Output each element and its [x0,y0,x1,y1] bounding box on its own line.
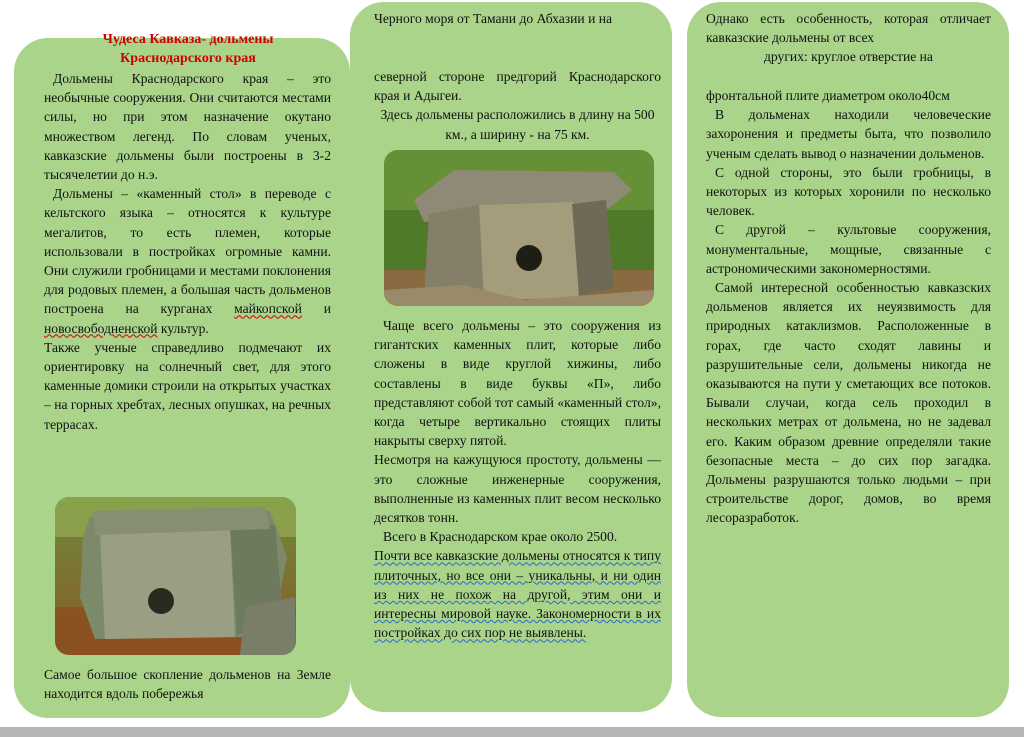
paragraph-feature-cont: других: круглое отверстие на [764,49,933,65]
middle-top-text [374,9,661,28]
and-word: и [301,301,331,317]
paragraph-engineering: Несмотря на кажущуюся простоту, дольмены — это сложные инженерные сооружения, выполненные из каменных плит весом несколько десятков тонн. [374,452,661,526]
page-title [40,30,336,68]
right-text-b [706,86,991,528]
novosvobodnenskaya-word: новосвободненской [44,320,158,336]
maikop-word: майкопской [234,301,302,317]
paragraph-north-side: северной стороне предгорий Краснодарского края и Адыгеи. [374,69,661,104]
paragraph-burials: В дольменах находили человеческие захоронения и предметы быта, что позволило ученым сделать вывод о назначении дольменов. [706,107,991,161]
paragraph-stone-table-text: Дольмены – «каменный стол» в переводе с кельтского языка – относятся к культуре мегалитов, то есть племен, которые использовали в постройках огромные камни. Они служили гробницами и местами поклонения для родовых племен, а большая часть дольменов построена на курганах [44,186,331,317]
paragraph-cult: С другой – культовые сооружения, монументальные, мощные, связанные с астрономическими закономерностями. [706,222,991,276]
middle-text-a [374,67,661,144]
paragraph-stone-table [44,184,331,338]
left-text [44,69,331,434]
title-line-1: Чудеса Кавказа- дольмены [102,32,274,47]
paragraph-giant-slabs: Чаще всего дольмены – это сооружения из гигантских каменных плит, которые либо сложены в виде круглой хижины, либо составлены в виде буквы «П», либо представляют собой тот самый «каменный стол», когда четыре вертикально стоящих плиты накрыты сверху пятой. [374,318,661,449]
paragraph-diameter: фронтальной плите диаметром около40см [706,88,950,103]
paragraph-intro: Дольмены Краснодарского края – это необычные сооружения. Они считаются местами силы, но при этом назначение окутано множеством легенд. По словам ученых, кавказские дольмены были построены в 3-2 тысячелетии до н.э. [44,71,331,183]
title-line-2: Краснодарского края [120,51,256,66]
paragraph-invulnerability: Самой интересной особенностью кавказских дольменов является их неуязвимость для природных катаклизмов. Расположенные в горах, где часто сходят лавины и разрушительные сели, дольмены никогда не оказываются на пути у сметающих все потоков. Бывали случаи, когда сель проходил в нескольких метрах от дольмена, но не задевал его. Каким образом древние определяли такие безопасные места – до сих пор загадка. Дольмены разрушаются только людьми – при строительстве дорог, домов, во время лесоразработок. [706,280,991,526]
paragraph-tombs: С одной стороны, это были гробницы, в некоторых из которых хоронили по несколько человек. [706,164,991,219]
paragraph-length-width: Здесь дольмены расположились в длину на 500 км., а ширину - на 75 км. [380,107,655,142]
paragraph-unique: Почти все кавказские дольмены относятся к типу плиточных, но все они – уникальны, и ни один из них не похож на другой, этим они и интересны мировой науке. Закономерности в их постройках до сих пор не выявлены. [374,548,661,641]
left-bottom-text [44,665,331,703]
paragraph-feature: Однако есть особенность, которая отличает кавказские дольмены от всех [706,11,991,46]
paragraph-largest-cluster: Самое большое скопление дольменов на Земле находится вдоль побережья [44,667,331,702]
paragraph-black-sea: Черного моря от Тамани до Абхазии и на [374,11,613,26]
middle-text-b [374,316,661,642]
dolmen-photo-middle [384,150,654,306]
paragraph-orientation: Также ученые справедливо подмечают их ориентировку на солнечный свет, для этого каменные домики строили на открытых участках – на горных хребтах, лесных опушках, на речных террасах. [44,339,332,432]
cultures-word: культур. [157,320,209,336]
dolmen-photo-left [55,497,296,655]
right-text-a [706,9,991,67]
page-bottom-edge [0,727,1024,737]
paragraph-total-count: Всего в Краснодарском крае около 2500. [383,529,618,545]
